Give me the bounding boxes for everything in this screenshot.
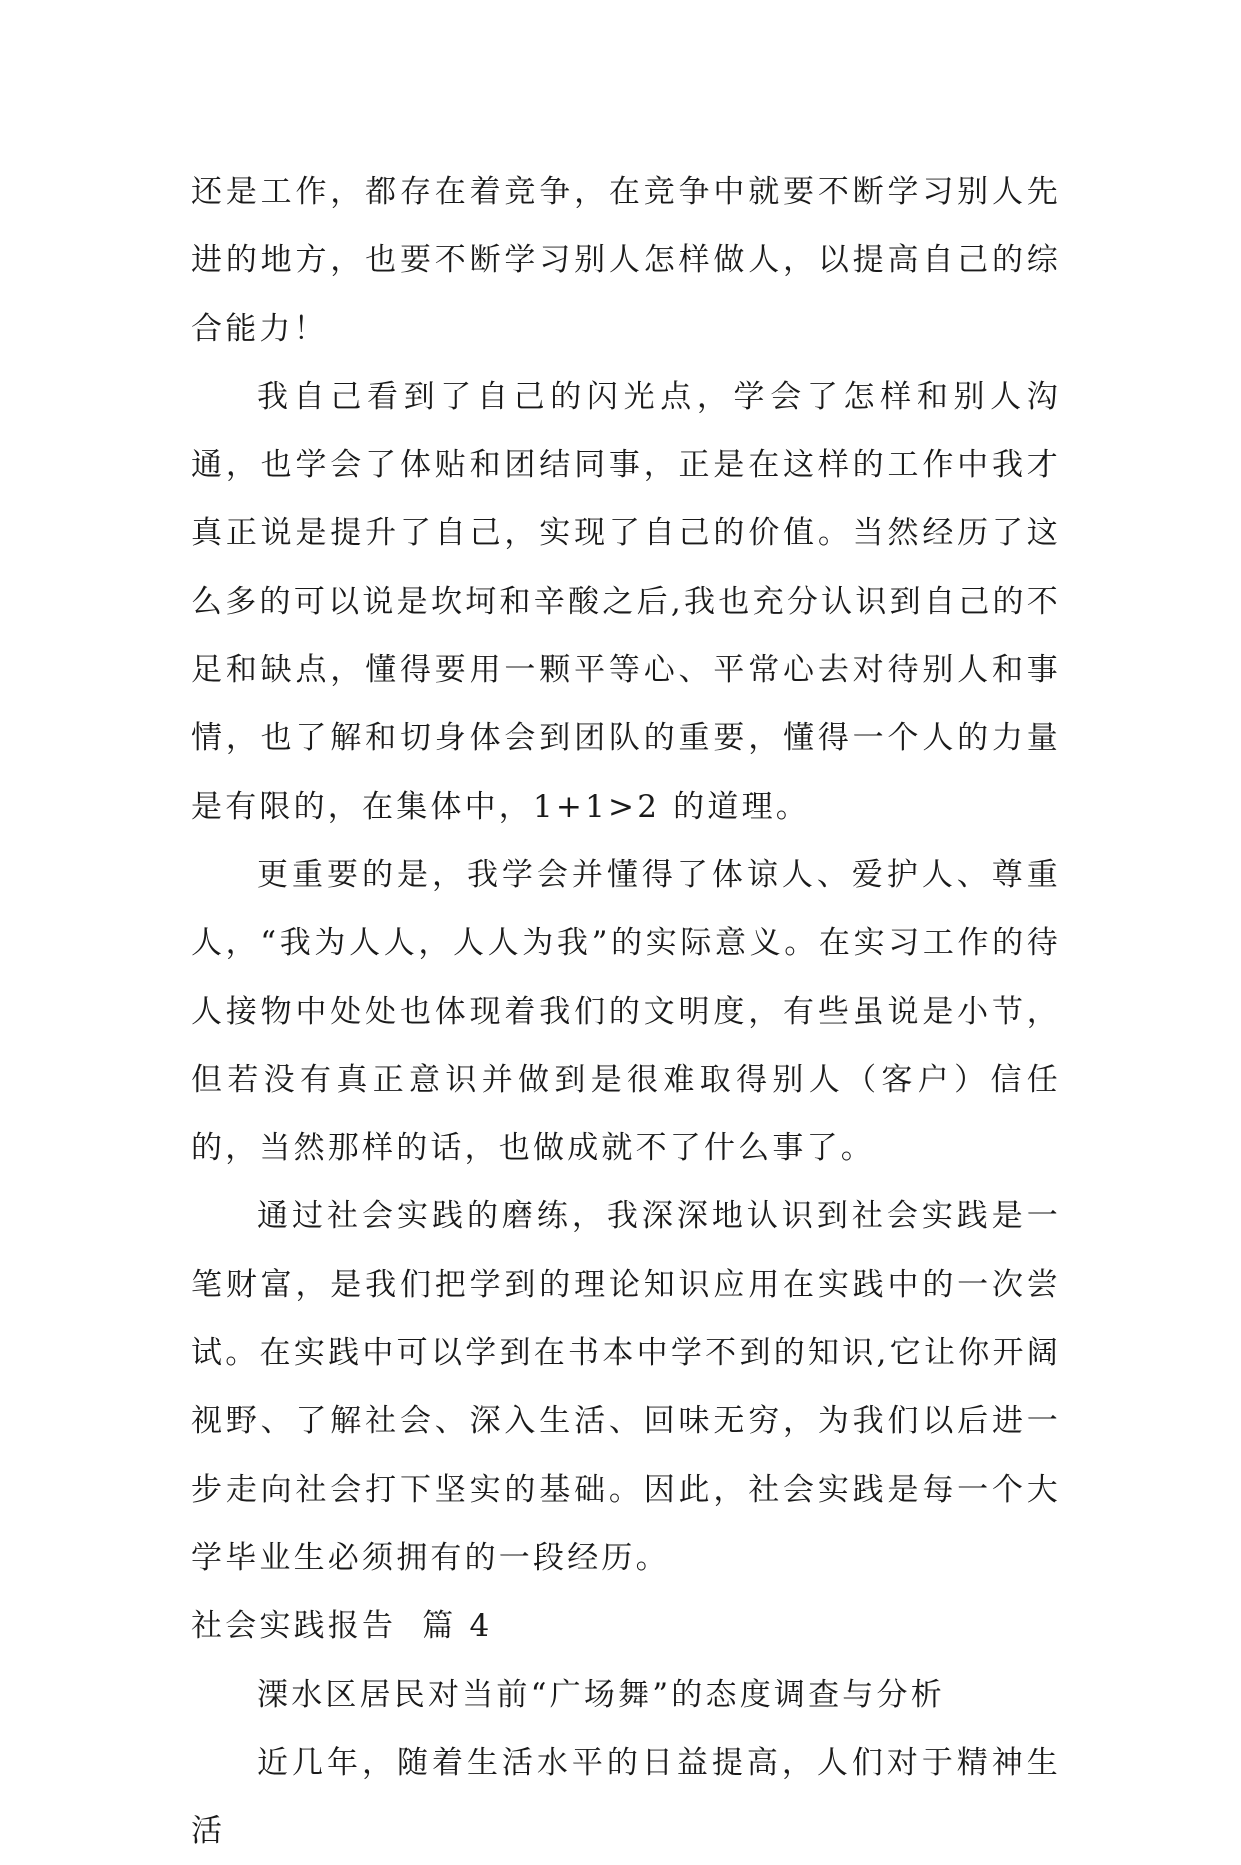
document-body — [191, 158, 1061, 1865]
paragraph: 近几年，随着生活水平的日益提高，人们对于精神生活 — [191, 1744, 1061, 1850]
paragraph: 更重要的是，我学会并懂得了体谅人、爱护人、尊重人，“我为人人，人人为我”的实际意义。在实习工作的待人接物中处处也体现着我们的文明度，有些虽说是小节，但若没有真正意识并做到是很难取得别人（客户）信任的，当然那样的话，也做成就不了什么事了。 — [191, 856, 1061, 1167]
paragraph: 我自己看到了自己的闪光点，学会了怎样和别人沟通，也学会了体贴和团结同事，正是在这样的工作中我才真正说是提升了自己，实现了自己的价值。当然经历了这么多的可以说是坎坷和辛酸之后,我也充分认识到自己的不足和缺点，懂得要用一颗平等心、平常心去对待别人和事情，也了解和切身体会到团队的重要，懂得一个人的力量是有限的，在集体中，1+1>2 的道理。 — [191, 378, 1061, 825]
sub-title: 溧水区居民对当前“广场舞”的态度调查与分析 — [257, 1676, 945, 1713]
section-heading: 社会实践报告 篇 4 — [191, 1608, 493, 1645]
paragraph-continued: 还是工作，都存在着竞争，在竞争中就要不断学习别人先进的地方，也要不断学习别人怎样做人，以提高自己的综合能力！ — [191, 174, 1061, 347]
paragraph: 通过社会实践的磨练，我深深地认识到社会实践是一笔财富，是我们把学到的理论知识应用在实践中的一次尝试。在实践中可以学到在书本中学不到的知识,它让你开阔视野、了解社会、深入生活、回味无穷，为我们以后进一步走向社会打下坚实的基础。因此，社会实践是每一个大学毕业生必须拥有的一段经历。 — [191, 1198, 1061, 1576]
